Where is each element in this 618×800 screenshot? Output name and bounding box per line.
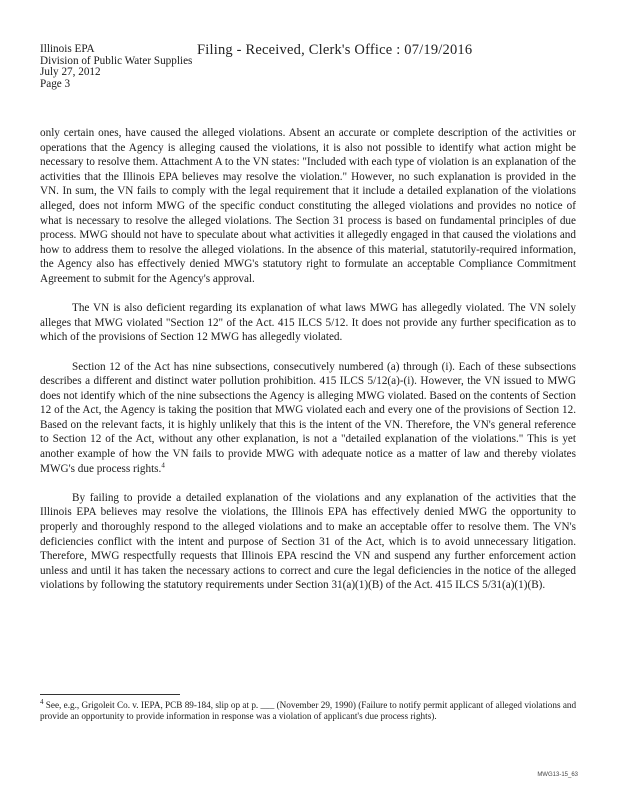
footnote-divider [40, 694, 180, 695]
paragraph-3 [40, 360, 576, 477]
paragraph-3-text: Section 12 of the Act has nine subsections, consecutively numbered (a) through (i). Each of these subsections describes a different and distinct water pollution prohibition. 415 ILCS 5/12(a)-(i). However, the VN issued to MWG does not identify which of the nine subsections the Agency is alleging MWG violated. Based on the contents of Section 12 of the Act, the Agency is taking the position that MWG violated each and every one of the provisions of Section 12. Based on the relevant facts, it is highly unlikely that this is the intent of the VN. Therefore, the VN's general reference to Section 12 of the Act, without any other explanation, is not a "detailed explanation of the violations." This is yet another example of how the VN fails to provide MWG with adequate notice as a matter of law and thereby violates MWG's due process rights. [40, 360, 576, 475]
paragraph-1: only certain ones, have caused the alleged violations. Absent an accurate or complete description of the activities or operations that the Agency is alleging caused the violations, it is also not possible to identify what action might be necessary to resolve them. Attachment A to the VN states: "Included with each type of violation is an explanation of the activities that the Illinois EPA believes may resolve the violation." However, no such explanation is provided in the VN. In sum, the VN fails to comply with the legal requirement that it include a detailed explanation of the violations alleged, does not inform MWG of the specific conduct constituting the alleged violations and provides no notice of what is necessary to resolve the alleged violations. The Section 31 process is based on fundamental principles of due process. MWG should not have to speculate about what activities it allegedly engaged in that caused the violations and how to address them to resolve the alleged violations. In the absence of this material, statutorily-required information, the Agency also has effectively denied MWG's statutory right to formulate an acceptable Compliance Commitment Agreement to submit for the Agency's approval. [40, 127, 576, 285]
paragraph-2: The VN is also deficient regarding its explanation of what laws MWG has allegedly violated. The VN solely alleges that MWG violated "Section 12" of the Act. 415 ILCS 5/12. It does not provide any further specification as to which of the provisions of Section 12 MWG has allegedly violated. [40, 302, 576, 344]
letter-body [40, 126, 576, 608]
page-identifier: MWG13-15_63 [537, 772, 578, 778]
footnote-text: See, e.g., Grigoleit Co. v. IEPA, PCB 89-184, slip op at p. ___ (November 29, 1990) (Failure to notify permit applicant of alleged violations and provide an opportunity to provide information in response was a violation of applicant's due process rights). [40, 700, 577, 722]
footnote-number: 4 [40, 697, 44, 706]
footnote [40, 697, 580, 723]
filing-stamp: Filing - Received, Clerk's Office : 07/19/2016 [197, 42, 473, 58]
letterhead-page: Page 3 [40, 77, 71, 90]
letterhead-date: July 27, 2012 [40, 66, 101, 78]
footnote-reference: 4 [161, 460, 165, 469]
letterhead-division: Division of Public Water Supplies [40, 54, 193, 67]
letterhead-agency: Illinois EPA [40, 43, 95, 55]
paragraph-4: By failing to provide a detailed explanation of the violations and any explanation of the activities that the Illinois EPA believes may resolve the violations, the Illinois EPA has effectively denied MWG the opportunity to properly and thoroughly respond to the alleged violations and to make an acceptable offer to resolve them. The VN's deficiencies conflict with the intent and purpose of Section 31 of the Act, which is to avoid unnecessary litigation. Therefore, MWG respectfully requests that Illinois EPA rescind the VN and suspend any further enforcement action unless and until it has taken the necessary actions to correct and cure the legal deficiencies in the notice of the alleged violations by following the statutory requirements under Section 31(a)(1)(B) of the Act. 415 ILCS 5/31(a)(1)(B). [40, 491, 576, 592]
letterhead [40, 44, 192, 90]
